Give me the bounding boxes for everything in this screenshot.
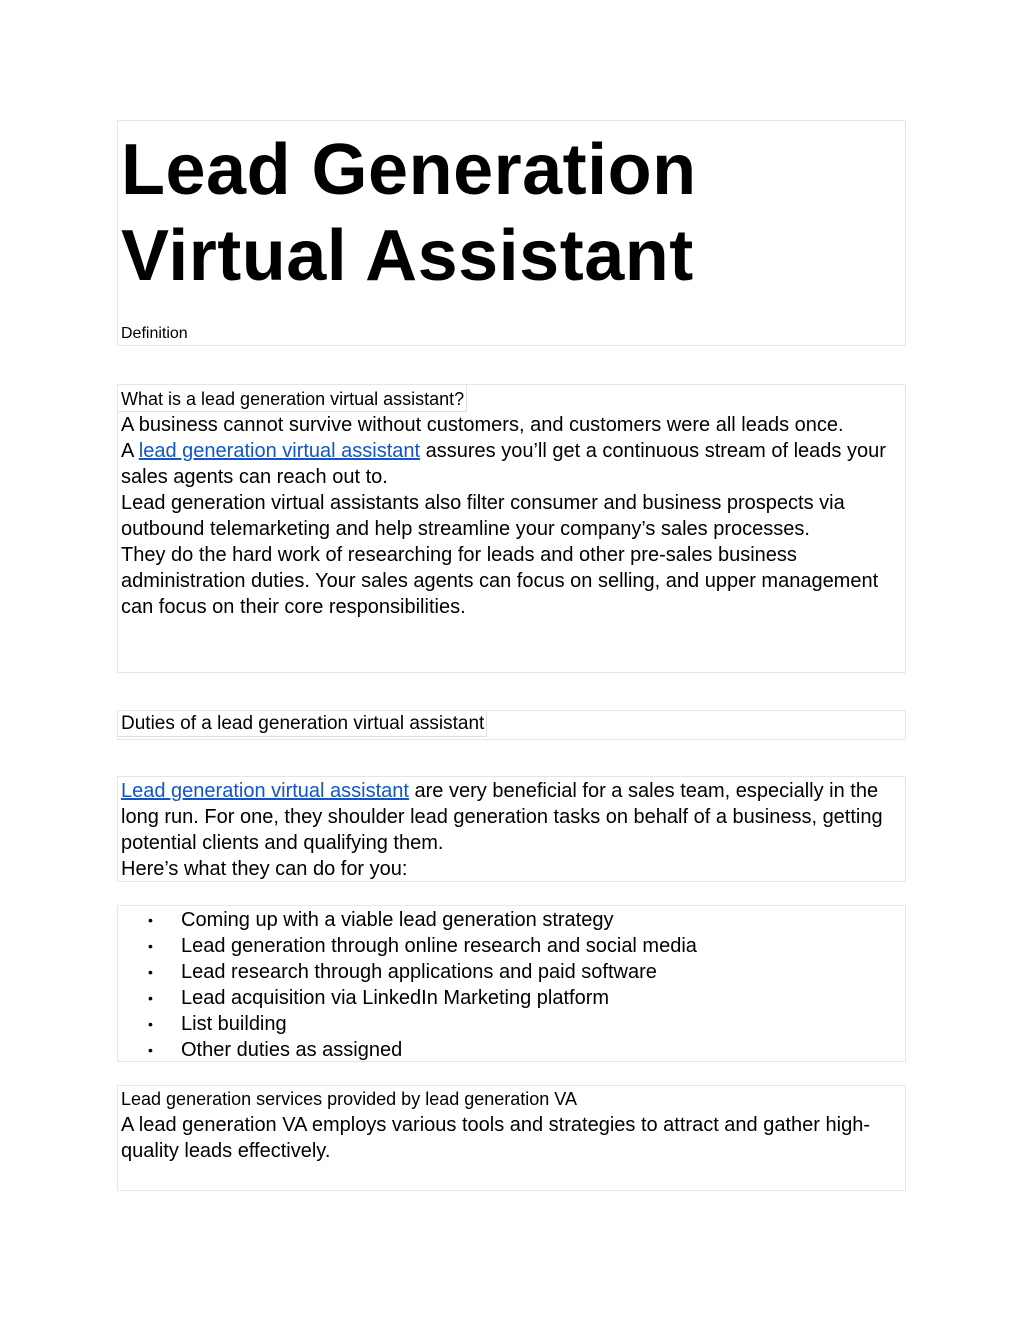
subtitle: Definition	[121, 325, 188, 342]
section-services-heading: Lead generation services provided by lead generation VA	[121, 1089, 577, 1109]
duties-paragraph-2: Here’s what they can do for you:	[121, 858, 408, 880]
document-title	[118, 121, 905, 299]
title-line-1: Lead Generation	[121, 130, 697, 210]
list-item-text: Lead generation through online research and social media	[181, 935, 697, 957]
list-item	[118, 985, 905, 1011]
bullet-icon: •	[148, 1042, 153, 1058]
duties-list-box	[117, 905, 906, 1062]
duties-paragraph-1-suffix: are very beneficial for a sales team, especially in the long run. For one, they shoulder lead generation tasks on behalf of a business, getting potential clients and qualifying them.	[121, 780, 883, 854]
list-item-text: Lead acquisition via LinkedIn Marketing platform	[181, 987, 610, 1009]
section-duties-heading: Duties of a lead generation virtual assistant	[118, 711, 487, 737]
paragraph-2-prefix: A	[121, 440, 139, 462]
duties-paragraph-1	[118, 778, 905, 856]
list-item	[118, 959, 905, 985]
bullet-icon: •	[148, 1016, 153, 1032]
section-duties-intro	[117, 776, 906, 882]
list-item-text: Coming up with a viable lead generation strategy	[181, 909, 614, 931]
list-item-text: Other duties as assigned	[181, 1039, 403, 1061]
duties-list	[118, 907, 905, 1063]
section-services	[117, 1085, 906, 1191]
bullet-icon: •	[148, 938, 153, 954]
list-item	[118, 933, 905, 959]
lead-generation-va-link[interactable]: lead generation virtual assistant	[138, 440, 421, 462]
section-duties-heading-box	[117, 710, 906, 740]
list-item	[118, 1011, 905, 1037]
section-what-paragraph-1: A business cannot survive without customers, and customers were all leads once.	[121, 414, 844, 436]
bullet-icon: •	[148, 912, 153, 928]
bullet-icon: •	[148, 990, 153, 1006]
paragraph-2-suffix: assures you’ll get a continuous stream of leads your sales agents can reach out to.	[121, 440, 886, 488]
bullet-icon: •	[148, 964, 153, 980]
title-block	[117, 120, 906, 346]
section-what-heading: What is a lead generation virtual assistant?	[118, 385, 467, 412]
section-what-paragraph-3: Lead generation virtual assistants also filter consumer and business prospects via outbound telemarketing and help streamline your company’s sales processes.	[121, 492, 845, 540]
list-item	[118, 907, 905, 933]
section-what-paragraph-4: They do the hard work of researching for leads and other pre-sales business administration duties. Your sales agents can focus on selling, and upper management can focus on their core responsibilities.	[121, 544, 879, 618]
list-item-text: List building	[181, 1013, 287, 1035]
lead-generation-va-link-2[interactable]: Lead generation virtual assistant	[121, 780, 409, 802]
list-item-text: Lead research through applications and paid software	[181, 961, 657, 983]
list-item	[118, 1037, 905, 1063]
title-line-2: Virtual Assistant	[121, 216, 694, 296]
section-services-paragraph-1: A lead generation VA employs various tools and strategies to attract and gather high-quality leads effectively.	[121, 1114, 870, 1162]
section-what	[117, 384, 906, 673]
section-what-paragraph-2	[118, 438, 905, 490]
